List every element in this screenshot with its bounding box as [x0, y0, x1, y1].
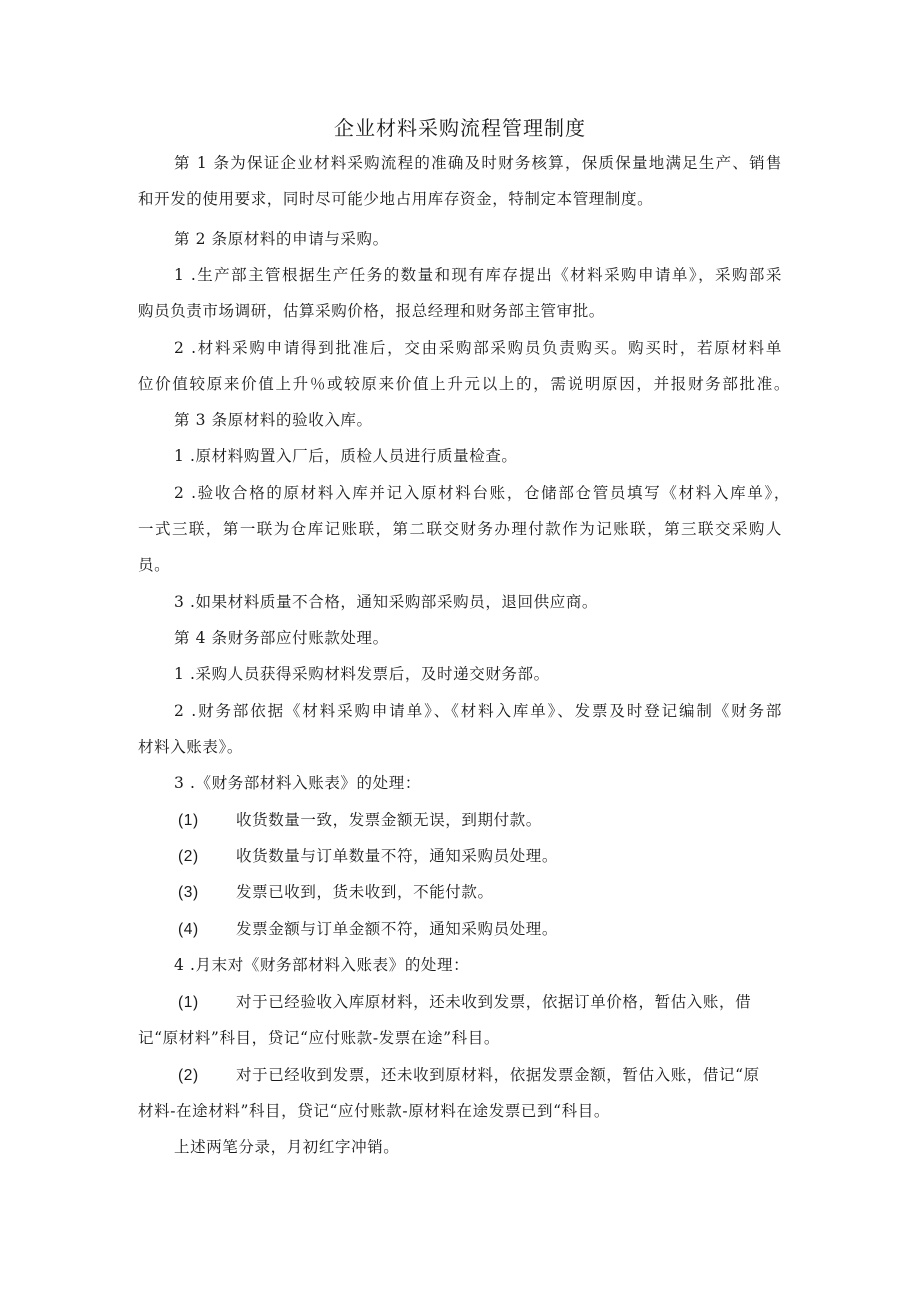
article-2-item-1-line-1: 1 .生产部主管根据生产任务的数量和现有库存提出《材料采购申请单》，采购部采: [174, 266, 782, 284]
article-4-item-4-sub-2-line-1: (2) 对于已经收到发票，还未收到原材料，依据发票金额，暂估入账，借记“原: [178, 1066, 760, 1084]
article-4-item-3-sub-4: (4) 发票金额与订单金额不符，通知采购员处理。: [178, 920, 559, 938]
article-4-item-3-sub-1: (1) 收货数量一致，发票金额无误，到期付款。: [178, 811, 542, 829]
article-4-item-3-sub-3: (3) 发票已收到，货未收到，不能付款。: [178, 883, 494, 901]
article-3-heading: 第 3 条原材料的验收入库。: [174, 411, 373, 429]
article-3-item-1: 1 .原材料购置入厂后，质检人员进行质量检查。: [174, 447, 518, 465]
article-3-item-2-line-1: 2 .验收合格的原材料入库并记入原材料台账，仓储部仓管员填写《材料入库单》，: [174, 484, 790, 502]
article-4-item-3: 3 .《财务部材料入账表》的处理：: [174, 774, 421, 792]
article-4-item-4-sub-1-line-1: (1) 对于已经验收入库原材料，还未收到发票，依据订单价格，暂估入账，借: [178, 993, 752, 1011]
article-2-heading: 第 2 条原材料的申请与采购。: [174, 230, 389, 248]
article-2-item-2-line-2: 位价值较原来价值上升％或较原来价值上升元以上的，需说明原因，并报财务部批准。: [138, 375, 790, 393]
article-2-item-2-line-1: 2 .材料采购申请得到批准后，交由采购部采购员负责购买。购买时，若原材料单: [174, 339, 782, 357]
article-3-item-2-line-3: 员。: [138, 556, 171, 574]
article-4-item-4-sub-1-line-2: 记“原材料”科目，贷记“应付账款-发票在途”科目。: [138, 1029, 500, 1047]
article-2-item-1-line-2: 购员负责市场调研，估算采购价格，报总经理和财务部主管审批。: [138, 302, 605, 320]
document-title: 企业材料采购流程管理制度: [334, 116, 586, 140]
closing-note: 上述两笔分录，月初红字冲销。: [174, 1138, 400, 1156]
article-4-item-3-sub-2: (2) 收货数量与订单数量不符，通知采购员处理。: [178, 847, 559, 865]
article-4-heading: 第 4 条财务部应付账款处理。: [174, 629, 389, 647]
article-4-item-4-sub-2-line-2: 材料-在途材料”科目，贷记“应付账款-原材料在途发票已到“科目。: [138, 1102, 610, 1120]
article-3-item-2-line-2: 一式三联，第一联为仓库记账联，第二联交财务办理付款作为记账联，第三联交采购人: [138, 520, 782, 538]
article-1-line-2: 和开发的使用要求，同时尽可能少地占用库存资金，特制定本管理制度。: [138, 190, 654, 208]
article-4-item-2-line-2: 材料入账表》。: [138, 738, 243, 756]
article-4-item-4: 4 .月末对《财务部材料入账表》的处理：: [174, 956, 470, 974]
article-4-item-1: 1 .采购人员获得采购材料发票后，及时递交财务部。: [174, 665, 550, 683]
article-1-line-1: 第 1 条为保证企业材料采购流程的准确及时财务核算，保质保量地满足生产、销售: [174, 154, 782, 172]
article-3-item-3: 3 .如果材料质量不合格，通知采购部采购员，退回供应商。: [174, 593, 599, 611]
article-4-item-2-line-1: 2 .财务部依据《材料采购申请单》、《材料入库单》、发票及时登记编制《财务部: [174, 702, 782, 720]
